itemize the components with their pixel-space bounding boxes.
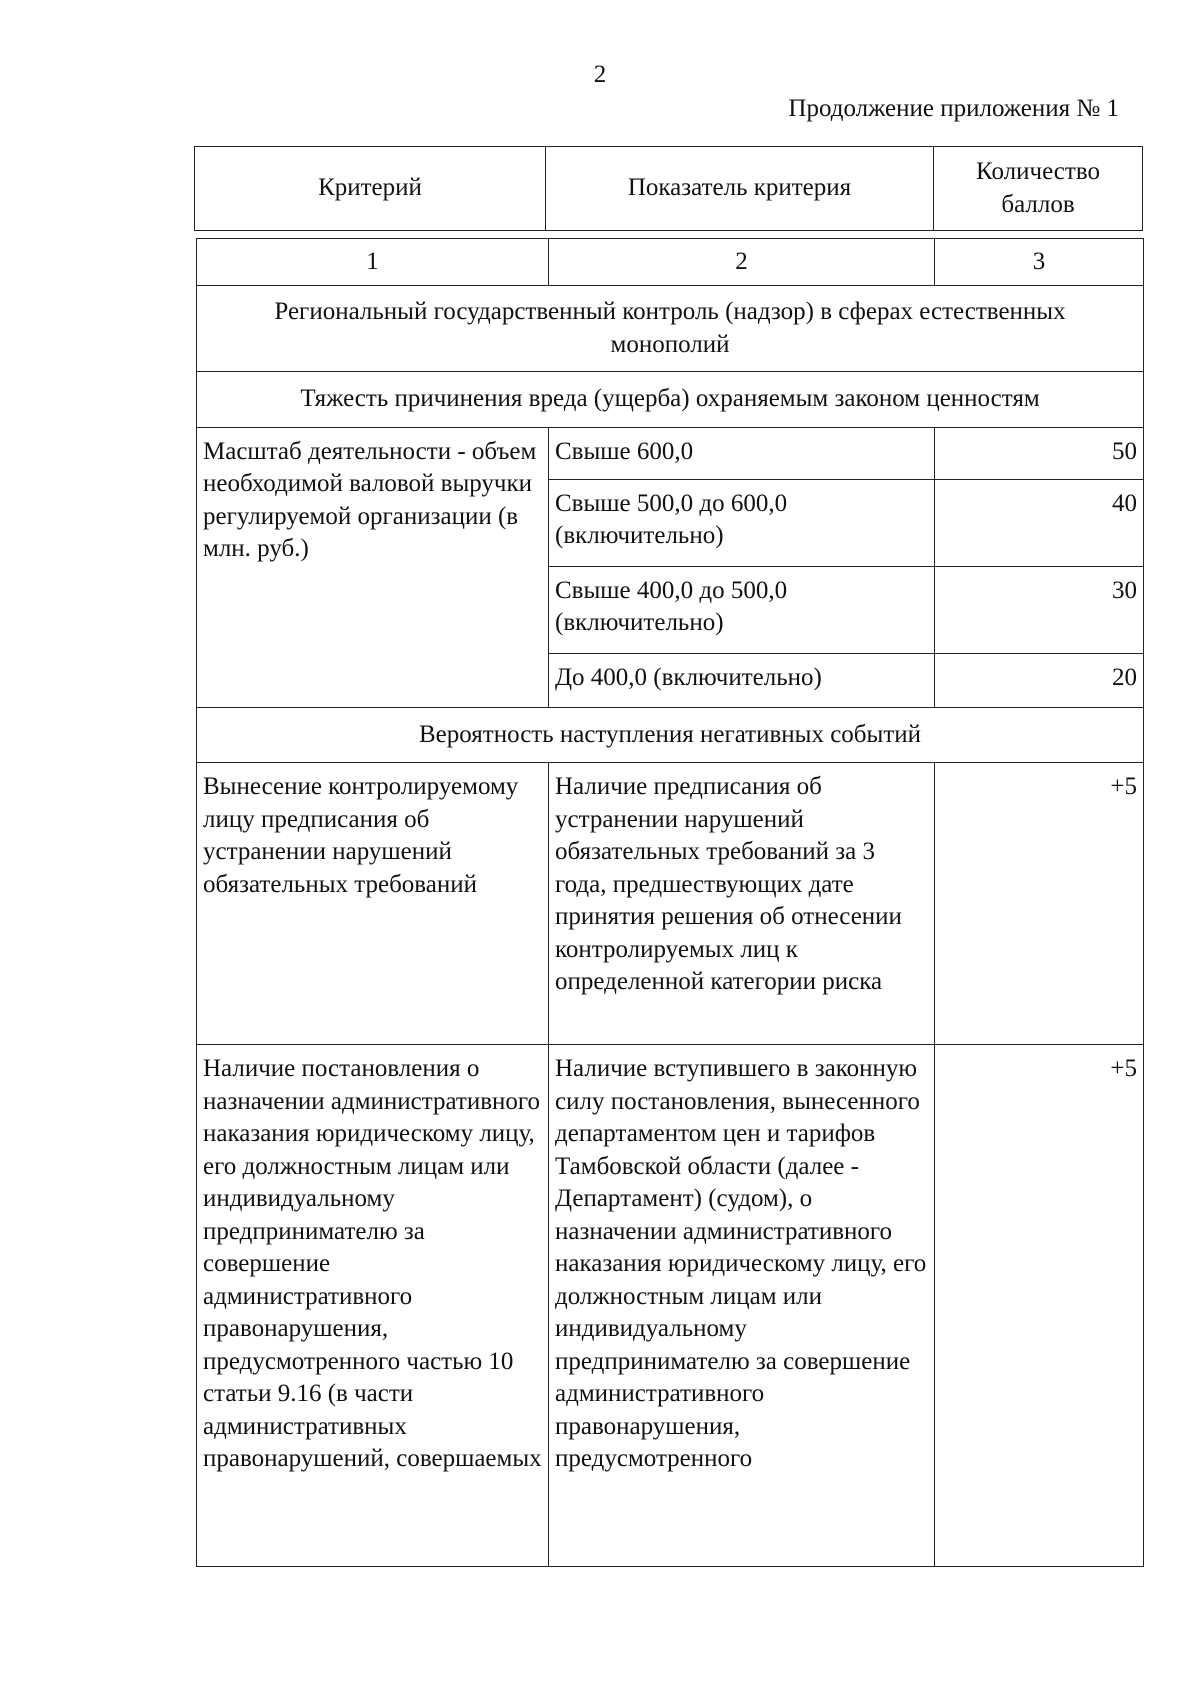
indicator-cell: Наличие вступившего в законную силу постановления, вынесенного департаментом цен и тарифов Тамбовской области (далее - Департамент) (судом), о назначении административного наказания юридическому лицу, его должностным лицам или индивидуальному предпринимателю за совершение административного правонарушения, предусмотренного [549,1045,935,1567]
score-cell: 30 [935,566,1144,653]
score-cell: 40 [935,479,1144,566]
section-title: Региональный государственный контроль (надзор) в сферах естественных монополий [197,286,1144,372]
indicator-cell: Свыше 400,0 до 500,0 (включительно) [549,566,935,653]
indicator-cell: До 400,0 (включительно) [549,653,935,707]
header-row [195,147,1143,231]
score-cell: 50 [935,427,1144,479]
score-cell: +5 [935,763,1144,1045]
score-cell: +5 [935,1045,1144,1567]
page-number: 2 [593,61,607,88]
header-criterion: Критерий [195,147,546,231]
group-probability-title: Вероятность наступления негативных событий [197,707,1144,763]
table-row [197,763,1144,1045]
indicator-cell: Наличие предписания об устранении нарушений обязательных требований за 3 года, предшествующих дате принятия решения об отнесении контролируемых лиц к определенной категории риска [549,763,935,1045]
column-number: 3 [935,239,1144,286]
header-indicator: Показатель критерия [546,147,934,231]
section-title-row [197,286,1144,372]
column-number: 1 [197,239,549,286]
indicator-cell: Свыше 600,0 [549,427,935,479]
severity-criterion: Масштаб деятельности - объем необходимой валовой выручки регулируемой организации (в млн. руб.) [197,427,549,707]
criteria-table-header [194,146,1143,231]
table-row [197,1045,1144,1567]
group-severity-title: Тяжесть причинения вреда (ущерба) охраняемым законом ценностям [197,372,1144,428]
column-number-row [197,239,1144,286]
indicator-cell: Свыше 500,0 до 600,0 (включительно) [549,479,935,566]
table-row [197,427,1144,479]
criteria-table [196,238,1144,1567]
group-title-row [197,372,1144,428]
criterion-cell: Наличие постановления о назначении административного наказания юридическому лицу, его должностным лицам или индивидуальному предпринимателю за совершение административного правонарушения, предусмотренного частью 10 статьи 9.16 (в части административных правонарушений, совершаемых [197,1045,549,1567]
header-score: Количество баллов [934,147,1143,231]
score-cell: 20 [935,653,1144,707]
criterion-cell: Вынесение контролируемому лицу предписания об устранении нарушений обязательных требований [197,763,549,1045]
column-number: 2 [549,239,935,286]
appendix-continuation-label: Продолжение приложения № 1 [788,95,1119,122]
group-title-row [197,707,1144,763]
